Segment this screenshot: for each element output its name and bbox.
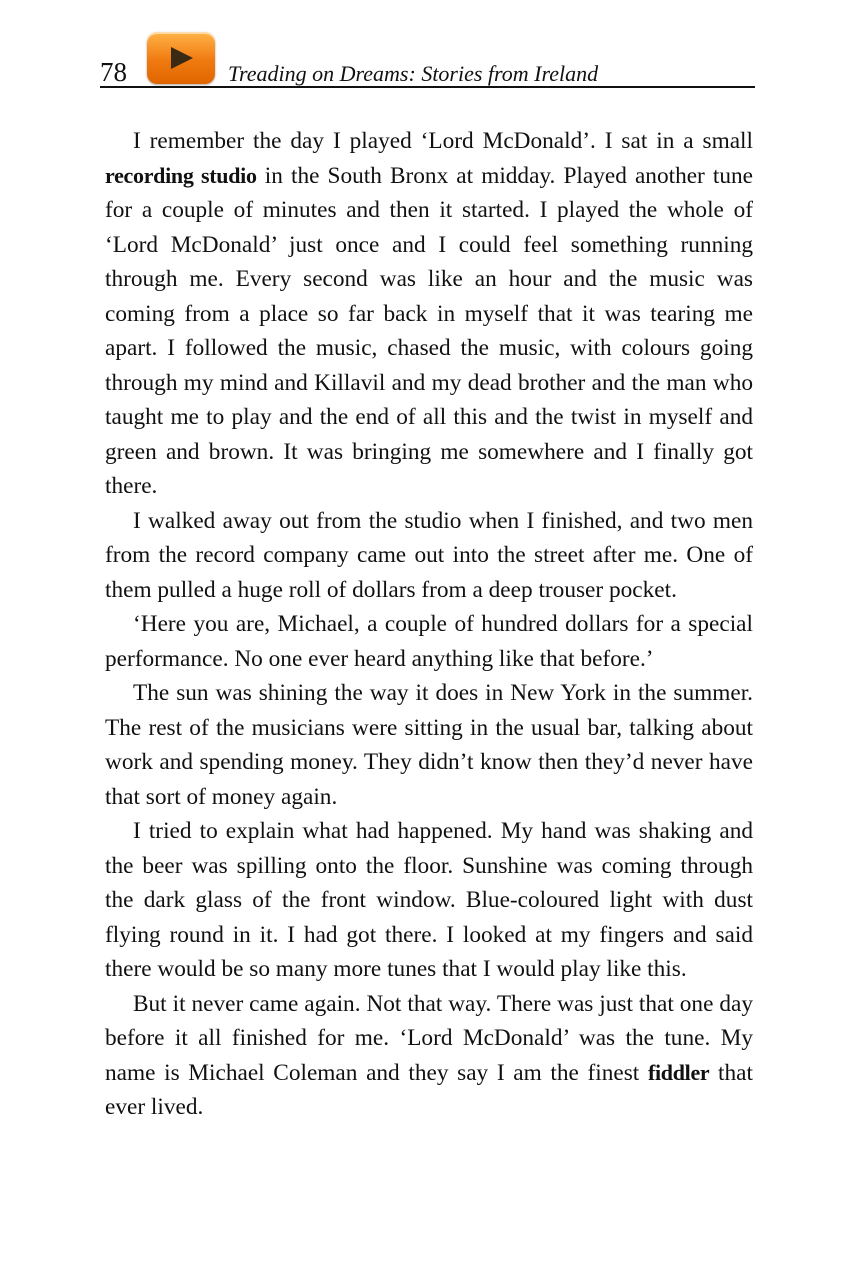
paragraph-6 — [105, 987, 753, 1125]
paragraph-6-text-end: that ever lived. — [105, 1059, 753, 1120]
paragraph-3: ‘Here you are, Michael, a couple of hundred dollars for a special performance. No one ever heard anything like that before.’ — [105, 611, 753, 672]
paragraph-1-text-start: I remember the day I played ‘Lord McDonald’. I sat in a small — [133, 128, 753, 154]
paragraph-2: I walked away out from the studio when I finished, and two men from the record company came out into the street after me. One of them pulled a huge roll of dollars from a deep trouser pocket. — [105, 507, 753, 603]
story-body — [105, 124, 753, 1125]
glossary-link-recording-studio[interactable]: recording studio — [105, 162, 257, 188]
glossary-link-fiddler[interactable]: fiddler — [647, 1059, 710, 1085]
page-number: 78 — [100, 57, 127, 87]
paragraph-1 — [105, 124, 753, 504]
paragraph-4: The sun was shining the way it does in New York in the summer. The rest of the musicians were sitting in the usual bar, talking about work and spending money. They didn’t know then they’d never have that sort of money again. — [105, 680, 753, 810]
running-title: Treading on Dreams: Stories from Ireland — [228, 61, 599, 86]
paragraph-6-text-start: But it never came again. Not that way. There was just that one day before it all finished for me. ‘Lord McDonald’ was the tune. My name is Michael Coleman and they say I am the finest — [105, 990, 753, 1086]
play-icon — [166, 43, 196, 73]
paragraph-1-text-end: in the South Bronx at midday. Played another tune for a couple of minutes and then it started. I played the whole of ‘Lord McDonald’ just once and I could feel something running through me. Every second was like an hour and the music was coming from a place so far back in myself that it was tearing me apart. I followed the music, chased the music, with colours going through my mind and Killavil and my dead brother and the man who taught me to play and the end of all this and the twist in myself and green and brown. It was bringing me somewhere and I finally got there. — [105, 162, 754, 499]
page-header — [100, 30, 755, 88]
paragraph-5: I tried to explain what had happened. My hand was shaking and the beer was spilling onto the floor. Sunshine was coming through the dark glass of the front window. Blue-coloured light with dust flying round in it. I had got there. I looked at my fingers and said there would be so many more tunes that I would play like this. — [105, 818, 753, 982]
audio-play-button[interactable] — [147, 32, 215, 84]
